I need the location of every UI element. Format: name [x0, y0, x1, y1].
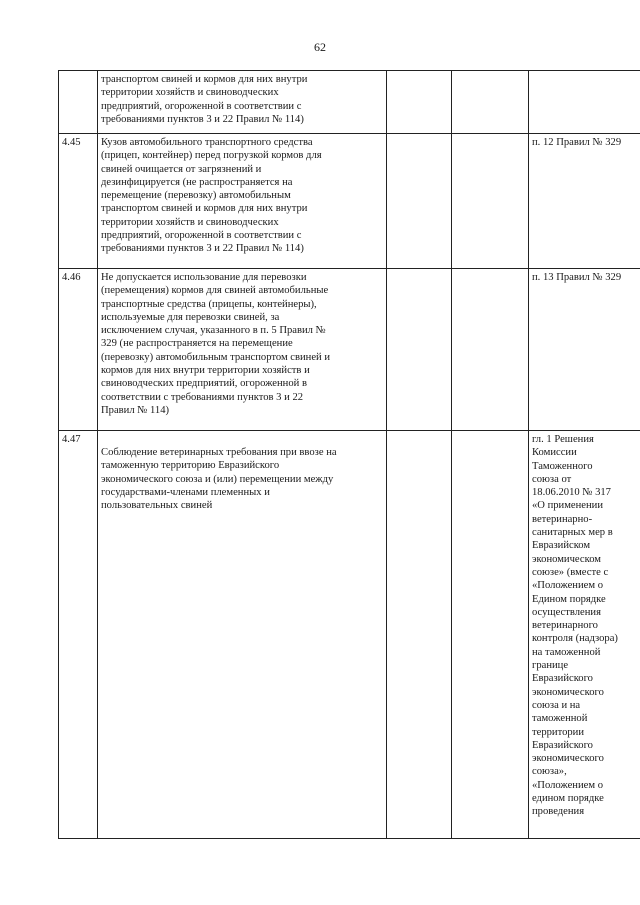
requirement-text: Не допускается использование для перевозки (перемещения) кормов для свиней автомобильные транспортные средства (прицепы, контейнеры), используемые для перевозки свиней, за исключением случая, указанного в п. 5 Правил № 329 (не распространяется на перемещение (перевозку) автомобильным транспортом свиней и кормов для них внутри территории хозяйств и свиноводческих предприятий, огороженной в соответствии с требованиями пунктов 3 и 22 Правил № 114)	[98, 269, 387, 431]
empty-cell	[452, 134, 529, 269]
row-number: 4.46	[59, 269, 98, 431]
requirement-text: транспортом свиней и кормов для них внутри территории хозяйств и свиноводческих предприятий, огороженной в соответствии с требованиями пунктов 3 и 22 Правил № 114)	[98, 71, 387, 134]
empty-cell	[452, 269, 529, 431]
table-row	[59, 431, 640, 839]
requirement-text-cell	[98, 431, 387, 839]
legal-reference: п. 13 Правил № 329	[529, 269, 640, 431]
empty-cell	[387, 269, 452, 431]
table-row	[59, 269, 640, 431]
row-number	[59, 71, 98, 134]
requirements-table	[58, 70, 640, 839]
empty-cell	[387, 134, 452, 269]
row-number: 4.47	[59, 431, 98, 839]
row-number: 4.45	[59, 134, 98, 269]
requirement-text: Кузов автомобильного транспортного средства (прицеп, контейнер) перед погрузкой кормов для свиней очищается от загрязнений и дезинфицируется (не распространяется на перемещение (перевозку) автомобильным транспортом свиней и кормов для них внутри территории хозяйств и свиноводческих предприятий, огороженной в соответствии с требованиями пунктов 3 и 22 Правил № 114)	[98, 134, 387, 269]
empty-cell	[452, 431, 529, 839]
page-number: 62	[314, 40, 326, 54]
legal-reference	[529, 71, 640, 134]
empty-cell	[387, 71, 452, 134]
empty-cell	[452, 71, 529, 134]
legal-reference-cell	[529, 431, 640, 839]
legal-reference: гл. 1 Решения Комиссии Таможенного союза от 18.06.2010 № 317 «О применении ветеринарно- санитарных мер в Евразийском экономическом союзе» (вместе с «Положением о Едином порядке осуществления ветеринарного контроля (надзора) на таможенной границе Евразийского экономического союза и на таможенной территории Евразийского экономического союза», «Положением о едином порядке проведения	[532, 434, 618, 818]
table-row	[59, 134, 640, 269]
table-row	[59, 71, 640, 134]
empty-cell	[387, 431, 452, 839]
legal-reference: п. 12 Правил № 329	[529, 134, 640, 269]
requirement-text: Соблюдение ветеринарных требования при ввозе на таможенную территорию Евразийского экономического союза и (или) перемещении между государствами-членами племенных и пользовательных свиней	[101, 447, 337, 512]
